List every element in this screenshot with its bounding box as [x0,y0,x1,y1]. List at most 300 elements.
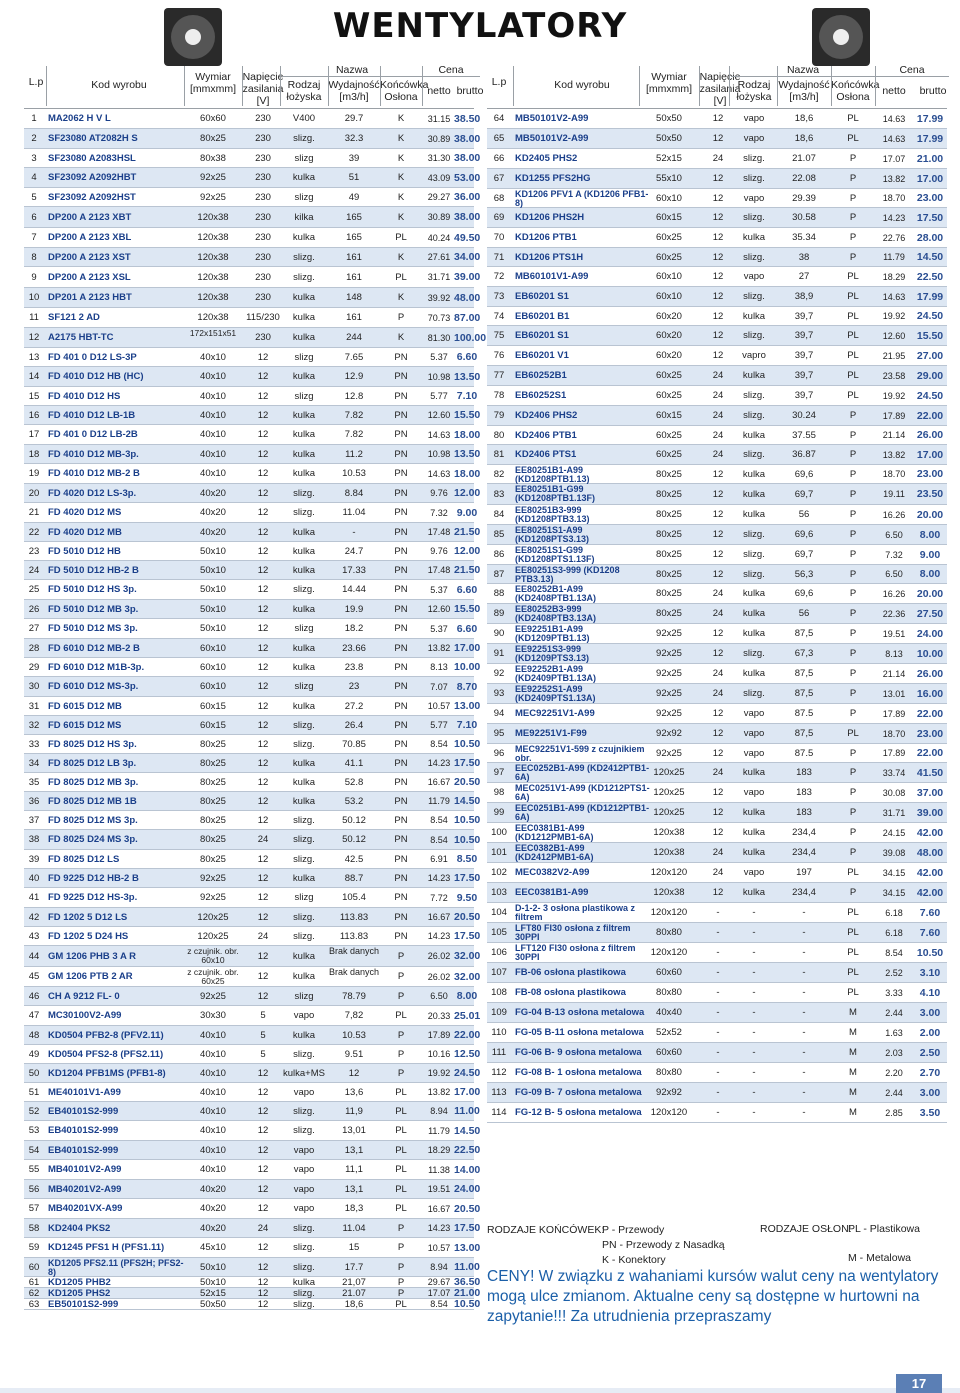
ending: PL [847,987,859,998]
ending: P [849,410,857,421]
price-brutto: 39.00 [916,807,944,819]
table-row [24,716,478,735]
size: 50x10 [200,1277,226,1288]
flow: 234,4 [792,887,816,898]
voltage: - [716,947,720,958]
flow: 21,07 [342,1277,366,1288]
size: 80x25 [200,758,226,769]
table-row [24,207,481,228]
size: 60x10 [200,662,226,673]
row-number: 86 [493,549,505,560]
header-group-price: Cena [438,64,464,76]
table-row [24,1141,481,1160]
size: 120x25 [653,787,685,798]
price-brutto: 13.50 [454,371,481,383]
price-brutto: 14.50 [916,251,944,263]
bearing: slizg. [293,252,315,263]
size: 40x10 [200,1106,226,1117]
flow: 183 [796,787,812,798]
product-code: KD2406 PHS2 [515,410,578,421]
voltage: 12 [712,291,724,302]
table-row [24,908,481,927]
row-number: 60 [28,1262,40,1273]
row-number: 47 [28,1010,40,1021]
voltage: 24 [712,449,724,460]
ending: PN [394,643,408,654]
price-brutto: 53.00 [454,172,481,184]
flow: - [802,1047,806,1058]
voltage: 12 [257,1184,269,1195]
bearing: slizg [294,892,314,903]
product-code: DP200 A 2123 XST [48,252,131,263]
price-netto: 24.15 [882,828,906,838]
bearing: - [752,987,756,998]
size: 92x92 [656,1087,682,1098]
voltage: 12 [257,352,269,363]
bearing: kulka+MS [283,1068,325,1079]
table-row [24,1026,481,1045]
row-number: 15 [28,391,40,402]
size: 172x151x51 [189,328,237,338]
row-number: 89 [493,608,505,619]
voltage: 12 [257,565,269,576]
product-code: KD1204 PFB1MS (PFB1-8) [48,1068,166,1079]
table-row [24,1258,480,1277]
endings-legend-title: RODZAJE KOŃCÓWEK: [487,1224,605,1236]
flow: 11,1 [345,1164,363,1175]
bearing: kulka [292,527,316,538]
bearing: kulka [292,429,316,440]
size: 40x10 [200,1030,226,1041]
table-row [24,248,481,267]
voltage: 12 [712,728,724,739]
table-row [487,386,947,406]
price-brutto: 21.50 [454,526,481,538]
ending: PN [394,507,408,518]
row-number: 44 [28,951,40,962]
bearing: kulka [292,312,316,323]
table-row [487,228,947,248]
size: 50x50 [656,133,682,144]
price-netto: 19.92 [882,311,906,321]
row-number: 92 [493,668,505,679]
size: 60x15 [200,720,226,731]
product-code: SF121 2 AD [48,312,100,323]
flow: 12.9 [344,371,364,382]
price-brutto: 7.60 [919,927,941,939]
ending: P [849,212,857,223]
bearing: slizg. [293,272,315,283]
row-number: 61 [28,1277,40,1288]
row-number: 77 [493,370,505,381]
size: 50x50 [200,1299,226,1310]
ending: P [849,173,857,184]
table-row [487,169,947,189]
price-netto: 5.37 [430,585,448,595]
ending: K [397,292,405,303]
price-netto: 13.82 [882,174,906,184]
table-row [24,735,481,754]
row-number: 16 [28,410,40,421]
ending: P [849,252,857,263]
table-row [487,189,947,208]
price-netto: 17.07 [427,1288,451,1298]
flow: 87,5 [794,728,814,739]
table-row [487,684,947,704]
price-netto: 11.38 [428,1165,450,1175]
voltage: 12 [257,796,269,807]
ending: P [849,748,857,759]
table-row [487,1003,947,1023]
price-brutto: 38.00 [454,211,481,223]
price-netto: 21.14 [882,669,906,679]
price-netto: 5.77 [430,391,448,401]
header-voltage: Napięcie zasilania [V] [699,71,741,107]
ending: P [849,807,857,818]
table-row [24,773,481,792]
flow: 11.2 [345,449,363,460]
flow: 50.12 [342,834,366,845]
bearing: slizg. [743,291,765,302]
flow: 49 [348,192,360,203]
voltage: 24 [712,588,724,599]
header-rule [699,66,700,106]
product-code: FD 8025 D24 MS 3p. [48,834,138,845]
price-netto: 31.71 [427,272,451,282]
price-brutto: 17.99 [916,291,944,303]
table-row [487,843,947,863]
voltage: 12 [257,527,269,538]
bearing: - [752,947,756,958]
bearing: slizg [294,991,314,1002]
flow: 67,3 [794,648,814,659]
size: 40x10 [200,410,226,421]
ending: PN [394,604,408,615]
voltage: 24 [712,608,724,619]
product-code: MC30100V2-A99 [48,1010,122,1021]
ending: PN [394,410,408,421]
voltage: 5 [260,1030,266,1041]
price-brutto: 20.50 [454,911,481,923]
flow: 23 [348,681,360,692]
bearing: slizg. [293,1223,315,1234]
price-netto: 19.51 [882,629,906,639]
bearing: kulka [742,628,766,639]
ending: PL [847,113,859,124]
ending: P [397,1068,405,1079]
price-netto: 13.82 [882,450,906,460]
size: 60x25 [656,430,682,441]
header-group-name: Nazwa [335,64,369,76]
price-brutto: 10.50 [454,834,481,846]
table-row [487,1083,947,1103]
price-brutto: 17.50 [454,872,481,884]
price-brutto: 18.00 [454,468,481,480]
price-brutto: 26.00 [916,429,944,441]
flow: - [352,527,356,538]
flow: 29.7 [344,113,364,124]
row-number: 97 [493,767,505,778]
flow: 13,1 [344,1145,364,1156]
bearing: - [752,1047,756,1058]
product-code: EE80251B1-G99 (KD1208PTB1.13F) [515,484,596,503]
price-netto: 30.89 [427,212,451,222]
ending: P [849,767,857,778]
flow: 7.82 [344,410,364,421]
header-netto: netto [427,85,451,97]
ending: P [397,1242,405,1253]
header-rule [282,76,422,77]
price-brutto: 15.50 [454,409,481,421]
size: 60x10 [656,291,682,302]
flow: 50.12 [342,815,366,826]
row-number: 105 [491,927,507,938]
voltage: 12 [712,787,724,798]
row-number: 30 [28,681,40,692]
product-code: EB40101S2-999 [48,1125,119,1136]
voltage: 12 [257,892,269,903]
product-code: CH A 9212 FL- 0 [48,991,120,1002]
voltage: 12 [712,311,724,322]
ending: P [849,628,857,639]
product-code: KD2405 PHS2 [515,153,578,164]
price-brutto: 21.00 [454,1287,481,1299]
row-number: 108 [491,987,507,998]
price-brutto: 23.00 [916,728,944,740]
price-brutto: 8.50 [456,853,478,865]
flow: 27 [798,271,810,282]
product-code: EE80251S1-G99 (KD1208PTS1.13F) [515,545,595,564]
table-row [24,348,478,367]
size: 92x25 [200,991,226,1002]
ending: P [849,887,857,898]
flow: 113.83 [339,931,369,942]
price-brutto: 14.50 [454,795,481,807]
row-number: 74 [493,311,505,322]
flow: 234,4 [792,827,816,838]
price-netto: 8.54 [430,739,448,749]
table-row [24,1180,481,1199]
product-code: SF23092 A2092HBT [48,172,137,183]
voltage: 5 [260,1010,266,1021]
ending: K [397,252,405,263]
flow: 23.66 [342,643,366,654]
bearing: - [752,907,756,918]
size: 60x60 [200,113,226,124]
header-voltage: Napięcie zasilania [V] [242,71,284,107]
size: 120x38 [653,847,685,858]
product-code: FD 4010 D12 HB (HC) [48,371,144,382]
size: 40x10 [200,1049,226,1060]
size: 60x60 [656,1047,682,1058]
flow: 69,7 [794,489,814,500]
row-number: 67 [493,173,505,184]
table-row [24,188,481,207]
voltage: 230 [255,212,271,223]
row-number: 62 [28,1288,40,1299]
row-number: 52 [28,1106,40,1117]
bearing: kulka [742,232,766,243]
price-brutto: 24.50 [916,310,944,322]
table-row [487,129,947,149]
ending: PN [394,912,408,923]
ending: P [397,951,405,962]
ending: PN [394,796,408,807]
bearing: vapo [743,133,765,144]
ending: P [849,489,857,500]
header-rule [875,76,949,77]
voltage: 12 [257,468,269,479]
row-number: 78 [493,390,505,401]
voltage: 12 [712,133,724,144]
header-rule [513,66,514,106]
bearing: slizg. [293,834,315,845]
row-number: 63 [28,1299,40,1310]
table-row [24,267,481,288]
product-code: EE92252B1-A99 (KD2409PTB1.13A) [515,664,597,683]
voltage: 12 [712,113,724,124]
price-brutto: 38.50 [454,113,481,125]
row-number: 102 [491,867,507,878]
size: 80x25 [656,489,682,500]
table-row [487,883,947,903]
bearing: slizg. [743,173,765,184]
row-number: 22 [28,527,40,538]
row-number: 75 [493,330,505,341]
ending: PN [394,565,408,576]
row-number: 68 [493,193,505,204]
row-number: 7 [31,232,37,243]
table-row [24,1287,481,1299]
row-number: 88 [493,588,505,599]
flow: 42.5 [344,854,364,865]
table-row [24,811,481,830]
product-code: ME92251V1-F99 [515,728,587,739]
price-brutto: 10.00 [916,648,944,660]
price-brutto: 32.00 [454,950,481,962]
ending: PL [847,907,859,918]
price-netto: 10.98 [427,372,451,382]
ending: PL [847,311,859,322]
row-number: 32 [28,720,40,731]
price-netto: 31.71 [882,808,906,818]
size: 120x38 [197,292,229,303]
bearing: slizg. [293,507,315,518]
flow: 30.58 [792,212,816,223]
voltage: 24 [712,688,724,699]
price-netto: 43.09 [427,173,451,183]
ending: K [397,153,405,164]
ending: P [397,1049,405,1060]
table-row [24,987,478,1006]
ending: PL [395,232,407,243]
product-code: FD 6010 D12 MB-2 B [48,643,140,654]
flow: - [802,1107,806,1118]
ending: PL [847,728,859,739]
bearing: slizg. [293,815,315,826]
voltage: 12 [712,330,724,341]
bearing: vapo [743,708,765,719]
price-netto: 17.89 [882,709,906,719]
product-code: LFT80 FI30 osłona z filtrem 30PPI [515,923,631,942]
price-brutto: 26.00 [916,668,944,680]
flow: 39,7 [794,311,814,322]
header-bearing: Rodzaj łożyska [286,79,322,103]
row-number: 34 [28,758,40,769]
voltage: 12 [712,529,724,540]
size: z czujnik. obr. 60x10 [187,946,239,965]
price-netto: 23.58 [882,371,906,381]
price-brutto: 20.00 [916,509,944,521]
price-netto: 5.37 [430,624,448,634]
row-number: 103 [491,887,507,898]
price-brutto: 7.10 [456,390,478,402]
ending: PN [394,352,408,363]
product-code: FD 5010 D12 HB [48,546,121,557]
voltage: 12 [712,748,724,759]
voltage: 12 [257,1087,269,1098]
row-number: 65 [493,133,505,144]
price-netto: 14.63 [882,292,906,302]
product-code: DP200 A 2123 XSL [48,272,131,283]
bearing: kulka [292,777,316,788]
flow: 8.84 [344,488,364,499]
product-code: FD 5010 D12 HB-2 B [48,565,139,576]
price-netto: 22.36 [882,609,906,619]
price-brutto: 28.00 [916,232,944,244]
bearing: vapo [743,271,765,282]
fan-image [164,8,222,66]
price-brutto: 24.00 [916,628,944,640]
size: 40x10 [200,1087,226,1098]
bearing: vapo [743,193,765,204]
product-code: FD 8025 D12 LS [48,854,120,865]
price-netto: 18.70 [882,469,906,479]
price-brutto: 17.00 [454,642,481,654]
flow: 39,7 [794,370,814,381]
size: 120x38 [653,827,685,838]
voltage: 12 [712,509,724,520]
voltage: 12 [712,350,724,361]
size: 60x20 [656,350,682,361]
row-number: 70 [493,232,505,243]
table-row [24,1006,481,1026]
size: 52x52 [656,1027,682,1038]
product-code: DP200 A 2123 XBL [48,232,132,243]
size: 80x25 [656,509,682,520]
flow: 39,7 [794,330,814,341]
covers-legend-item: M - Metalowa [848,1252,912,1264]
price-brutto: 16.00 [916,688,944,700]
product-code: KD1255 PFS2HG [515,173,591,184]
flow: 17.7 [344,1262,364,1273]
flow: - [802,907,806,918]
price-brutto: 11.00 [454,1105,480,1117]
size: 92x92 [656,728,682,739]
price-netto: 10.16 [427,1049,451,1059]
price-netto: 14.63 [882,134,906,144]
price-brutto: 42.00 [916,827,944,839]
price-netto: 17.89 [427,1030,451,1040]
price-brutto: 49.50 [454,232,481,244]
bearing: slizg. [293,1049,315,1060]
price-netto: 16.26 [882,589,906,599]
flow: 87,5 [794,668,814,679]
product-code: FD 8025 D12 MS 3p. [48,815,138,826]
endings-legend-item: K - Konektory [602,1254,666,1266]
product-code: EB60252B1 [515,370,567,381]
table-row [487,366,947,386]
